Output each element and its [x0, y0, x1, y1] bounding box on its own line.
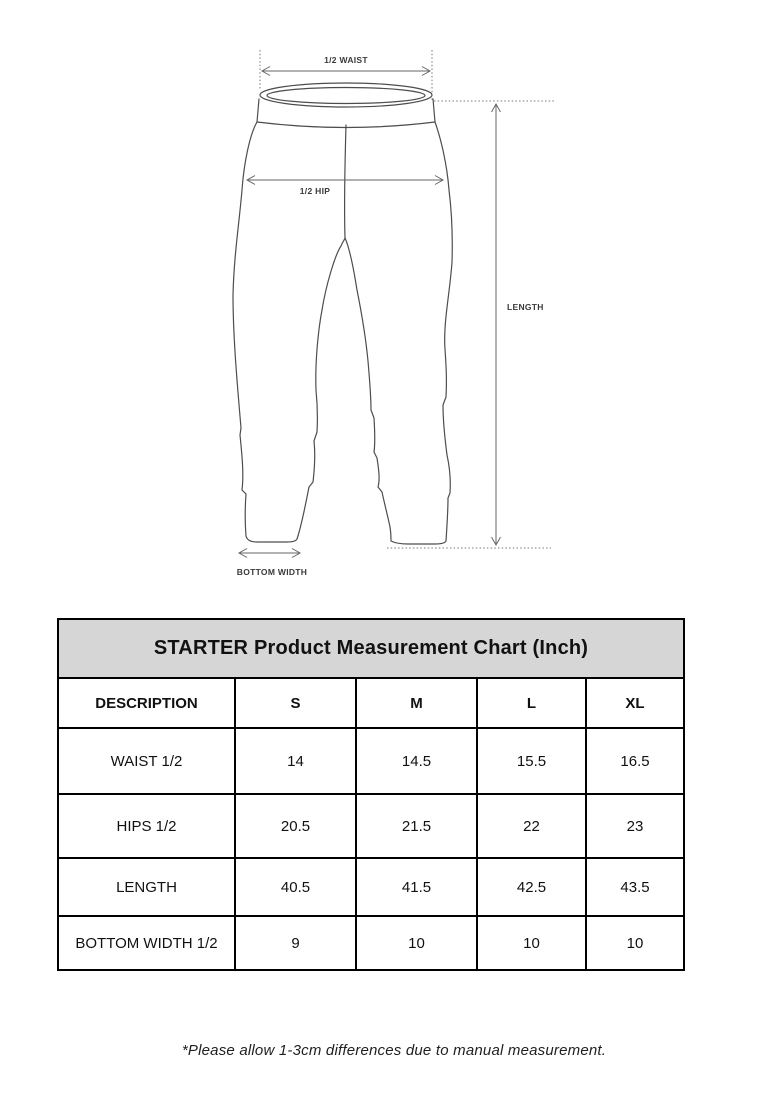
hip-label: 1/2 HIP [299, 186, 331, 196]
pants-outline [233, 83, 452, 544]
column-header-description: DESCRIPTION [58, 678, 235, 728]
row-label: HIPS 1/2 [58, 794, 235, 858]
table-row-waist [58, 728, 684, 794]
row-label: BOTTOM WIDTH 1/2 [58, 916, 235, 970]
measurement-value: 20.5 [235, 794, 356, 858]
measurement-value: 16.5 [586, 728, 684, 794]
column-header-s: S [235, 678, 356, 728]
left-leg-outline [233, 122, 345, 542]
column-header-l: L [477, 678, 586, 728]
waist-label: 1/2 WAIST [324, 55, 368, 65]
measurement-value: 22 [477, 794, 586, 858]
right-leg-outline [345, 122, 452, 544]
waist-dimension [262, 67, 430, 76]
measurement-value: 10 [586, 916, 684, 970]
measurement-value: 41.5 [356, 858, 477, 916]
measurement-value: 10 [356, 916, 477, 970]
length-label: LENGTH [507, 302, 544, 312]
waistband-right-edge [433, 99, 435, 122]
measurement-value: 9 [235, 916, 356, 970]
measurement-value: 14 [235, 728, 356, 794]
table-row-bottom-width [58, 916, 684, 970]
bottom-width-label: BOTTOM WIDTH [236, 567, 308, 577]
measurement-value: 14.5 [356, 728, 477, 794]
column-header-xl: XL [586, 678, 684, 728]
row-label: WAIST 1/2 [58, 728, 235, 794]
measurement-value: 10 [477, 916, 586, 970]
column-header-m: M [356, 678, 477, 728]
table-header-row [58, 678, 684, 728]
measurement-value: 15.5 [477, 728, 586, 794]
table-row-hips [58, 794, 684, 858]
table-title-row [58, 619, 684, 678]
measurement-value: 40.5 [235, 858, 356, 916]
measurement-value: 43.5 [586, 858, 684, 916]
bottom-width-dimension [239, 549, 300, 558]
table-title: STARTER Product Measurement Chart (Inch) [58, 619, 684, 678]
measurement-table [57, 618, 685, 971]
measurement-value: 23 [586, 794, 684, 858]
table-row-length [58, 858, 684, 916]
waist-opening-inner [267, 88, 425, 104]
footnote: *Please allow 1-3cm differences due to manual measurement. [181, 1042, 607, 1059]
row-label: LENGTH [58, 858, 235, 916]
center-front-seam [345, 125, 346, 238]
measurement-value: 21.5 [356, 794, 477, 858]
waistband-left-edge [257, 99, 259, 122]
length-dimension [492, 104, 501, 545]
measurement-value: 42.5 [477, 858, 586, 916]
